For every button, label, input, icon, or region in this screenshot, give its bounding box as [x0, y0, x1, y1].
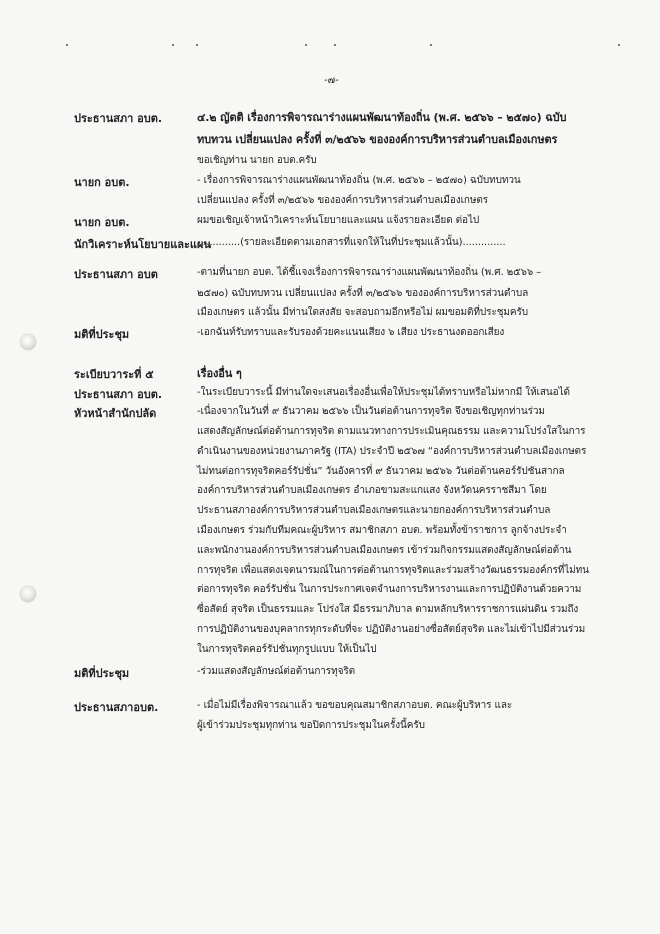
text-line: ขอเชิญท่าน นายก อบต.ครับ — [197, 155, 317, 166]
speaker-policy-analyst: นักวิเคราะห์นโยบายและแผน — [74, 238, 211, 251]
resolution-label: มติที่ประชุม — [74, 328, 130, 341]
speaker-mayor: นายก อบต. — [74, 216, 130, 229]
text-line: เปลี่ยนแปลง ครั้งที่ ๓/๒๕๖๖ ขององค์การบริหารส่วนตำบลเมืองเกษตร — [197, 195, 489, 206]
text-line: ผู้เข้าร่วมประชุมทุกท่าน ขอปิดการประชุมในครั้งนี้ครับ — [197, 720, 425, 731]
text-line: -เนื่องจากในวันที่ ๙ ธันวาคม ๒๕๖๖ เป็นวันต่อต้านการทุจริต จึงขอเชิญทุกท่านร่วม — [197, 406, 545, 417]
text-line: เมืองเกษตร ร่วมกับทีมคณะผู้บริหาร สมาชิกสภา อบต. พร้อมทั้งข้าราชการ ลูกจ้างประจำ — [197, 525, 567, 536]
text-line: ประธานสภาองค์การบริหารส่วนตำบลเมืองเกษตรและนายกองค์การบริหารส่วนตำบล — [197, 505, 551, 516]
scan-speck — [172, 44, 174, 46]
text-line: ไม่ทนต่อการทุจริตคอร์รัปชั่น” วันอังคารที่ ๙ ธันวาคม ๒๕๖๖ วันต่อต้านคอร์รัปชันสากล — [197, 466, 565, 477]
text-line: ดำเนินงานของหน่วยงานภาครัฐ (ITA) ประจำปี ๒๕๖๗ “องค์การบริหารส่วนตำบลเมืองเกษตร — [197, 446, 587, 457]
text-line: - เมื่อไม่มีเรื่องพิจารณาแล้ว ขอขอบคุณสมาชิกสภาอบต. คณะผู้บริหาร และ — [197, 700, 513, 711]
text-line: -ตามที่นายก อบต. ได้ชี้แจงเรื่องการพิจารณาร่างแผนพัฒนาท้องถิ่น (พ.ศ. ๒๕๖๖ – — [197, 267, 542, 278]
text-line: การปฏิบัติงานของบุคลากรทุกระดับที่จะ ปฏิบัติงานอย่างซื่อสัตย์สุจริต และไม่เข้าไปมีส่วนร่วม — [197, 624, 586, 635]
text-line: องค์การบริหารส่วนตำบลเมืองเกษตร อำเภอขามสะแกแสง จังหวัดนครราชสีมา โดย — [197, 485, 547, 496]
speaker-mayor: นายก อบต. — [74, 176, 130, 189]
text-line: ในการทุจริตคอร์รัปชั่นทุกรูปแบบ ให้เป็นไป — [197, 644, 377, 655]
page-number: -๗- — [324, 75, 339, 86]
scan-speck — [334, 44, 336, 46]
scan-speck — [430, 44, 432, 46]
scan-speck — [66, 44, 68, 46]
text-line: ..............(รายละเอียดตามเอกสารที่แจกให้ในที่ประชุมแล้วนั้น).............. — [197, 237, 506, 248]
resolution-label: มติที่ประชุม — [74, 667, 130, 680]
motion-title-line-1: ๔.๒ ญัตติ เรื่องการพิจารณาร่างแผนพัฒนาท้องถิ่น (พ.ศ. ๒๕๖๖ – ๒๕๗๐) ฉบับ — [197, 111, 567, 124]
resolution-text: -เอกฉันท์รับทราบและรับรองด้วยคะแนนเสียง ๖ เสียง ประธานงดออกเสียง — [197, 327, 505, 338]
text-line: ซื่อสัตย์ สุจริต เป็นธรรมและ โปร่งใส มีธรรมาภิบาล ตามหลักบริหารราชการแผ่นดิน รวมถึง — [197, 604, 579, 615]
text-line: -ในระเบียบวาระนี้ มีท่านใดจะเสนอเรื่องอื่นเพื่อให้ประชุมได้ทราบหรือไม่หากมี ให้เสนอได้ — [197, 387, 570, 398]
text-line: - เรื่องการพิจารณาร่างแผนพัฒนาท้องถิ่น (พ.ศ. ๒๕๖๖ – ๒๕๗๐) ฉบับทบทวน — [197, 175, 521, 186]
text-line: ๒๕๗๐) ฉบับทบทวน เปลี่ยนแปลง ครั้งที่ ๓/๒๕๖๖ ขององค์การบริหารส่วนตำบล — [197, 288, 529, 299]
punch-hole — [20, 334, 36, 350]
speaker-council-chair: ประธานสภาอบต. — [74, 701, 159, 714]
scan-speck — [618, 44, 620, 46]
speaker-council-chair: ประธานสภา อบต — [74, 268, 158, 281]
text-line: ต่อการทุจริต คอร์รัปชั่น ในการประกาศเจตจำนงการบริหารงานและการปฏิบัติงานด้วยความ — [197, 584, 582, 595]
agenda-item-title: เรื่องอื่น ๆ — [197, 367, 242, 380]
speaker-council-chair: ประธานสภา อบต. — [74, 112, 163, 125]
resolution-text: -ร่วมแสดงสัญลักษณ์ต่อต้านการทุจริต — [197, 666, 355, 677]
speaker-council-chair: ประธานสภา อบต. — [74, 388, 163, 401]
motion-title-line-2: ทบทวน เปลี่ยนแปลง ครั้งที่ ๓/๒๕๖๖ ขององค์การบริหารส่วนตำบลเมืองเกษตร — [197, 133, 558, 146]
scan-speck — [196, 44, 198, 46]
text-line: แสดงสัญลักษณ์ต่อต้านการทุจริต ตามแนวทางการประเมินคุณธรรม และความโปร่งใสในการ — [197, 426, 586, 437]
agenda-item-label: ระเบียบวาระที่ ๕ — [74, 368, 154, 381]
speaker-office-head: หัวหน้าสำนักปลัด — [74, 407, 157, 420]
text-line: การทุจริต เพื่อแสดงเจตนารมณ์ในการต่อต้านการทุจริตและร่วมสร้างวัฒนธรรมองค์กรที่ไม่ทน — [197, 565, 589, 576]
punch-hole — [20, 586, 36, 602]
scan-speck — [305, 44, 307, 46]
text-line: ผมขอเชิญเจ้าหน้าวิเคราะห์นโยบายและแผน แจ้งรายละเอียด ต่อไป — [197, 215, 480, 226]
text-line: เมืองเกษตร แล้วนั้น มีท่านใดสงสัย จะสอบถามอีกหรือไม่ ผมขอมติที่ประชุมครับ — [197, 307, 529, 318]
text-line: และพนักงานองค์การบริหารส่วนตำบลเมืองเกษตร เข้าร่วมกิจกรรมแสดงสัญลักษณ์ต่อต้าน — [197, 545, 572, 556]
